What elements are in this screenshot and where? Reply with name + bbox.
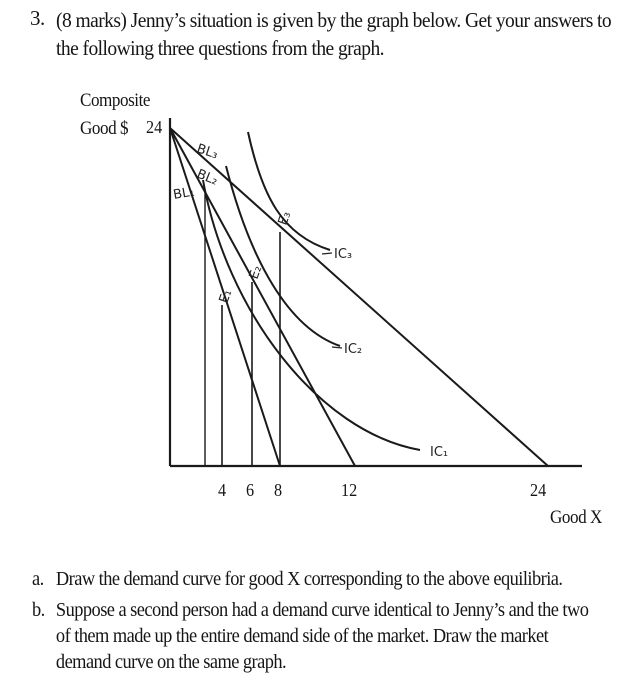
y-axis-label-composite: Composite [80, 90, 151, 111]
x-tick-24: 24 [530, 480, 547, 500]
label-e3: E₃ [275, 209, 295, 228]
label-ic3: IC₃ [334, 247, 353, 262]
indifference-curve-ic1 [203, 180, 420, 450]
x-tick-6: 6 [246, 480, 255, 500]
part-b-line-1: Suppose a second person had a demand curve identical to Jenny’s and the two [55, 599, 589, 621]
part-a [32, 566, 584, 592]
y-axis-label-good: Good $ [80, 118, 129, 139]
label-bl2: BL₂ [194, 166, 220, 189]
part-b [32, 597, 589, 675]
part-b-line-2: of them made up the entire demand side of the market. Draw the market [55, 625, 549, 647]
part-a-letter: a. [32, 568, 44, 590]
part-a-line-1: Draw the demand curve for good X corresponding to the above equilibria. [55, 568, 563, 590]
indifference-curve-ic3 [248, 132, 330, 250]
question-parts [32, 566, 632, 680]
label-ic1: IC₁ [430, 445, 449, 460]
x-tick-8: 8 [274, 480, 283, 500]
x-tick-4: 4 [218, 480, 227, 500]
label-ic2: IC₂ [344, 342, 363, 357]
x-tick-12: 12 [341, 480, 358, 500]
x-axis-label: Good X [550, 507, 602, 528]
label-e1: E₁ [216, 287, 236, 306]
label-bl1: BL₁ [172, 184, 196, 203]
question-number: 3. [30, 6, 45, 30]
part-b-letter: b. [32, 599, 45, 621]
question-line-1: (8 marks) Jenny’s situation is given by the graph below. Get your answers to [56, 8, 612, 32]
ic2-leader [332, 347, 342, 348]
label-e2: E₂ [246, 263, 266, 282]
part-b-line-3: demand curve on the same graph. [55, 651, 287, 673]
ic3-leader [322, 253, 332, 254]
question-line-2: the following three questions from the graph. [56, 36, 384, 60]
y-tick-24: 24 [146, 117, 163, 137]
label-bl3: BL₃ [194, 141, 220, 163]
